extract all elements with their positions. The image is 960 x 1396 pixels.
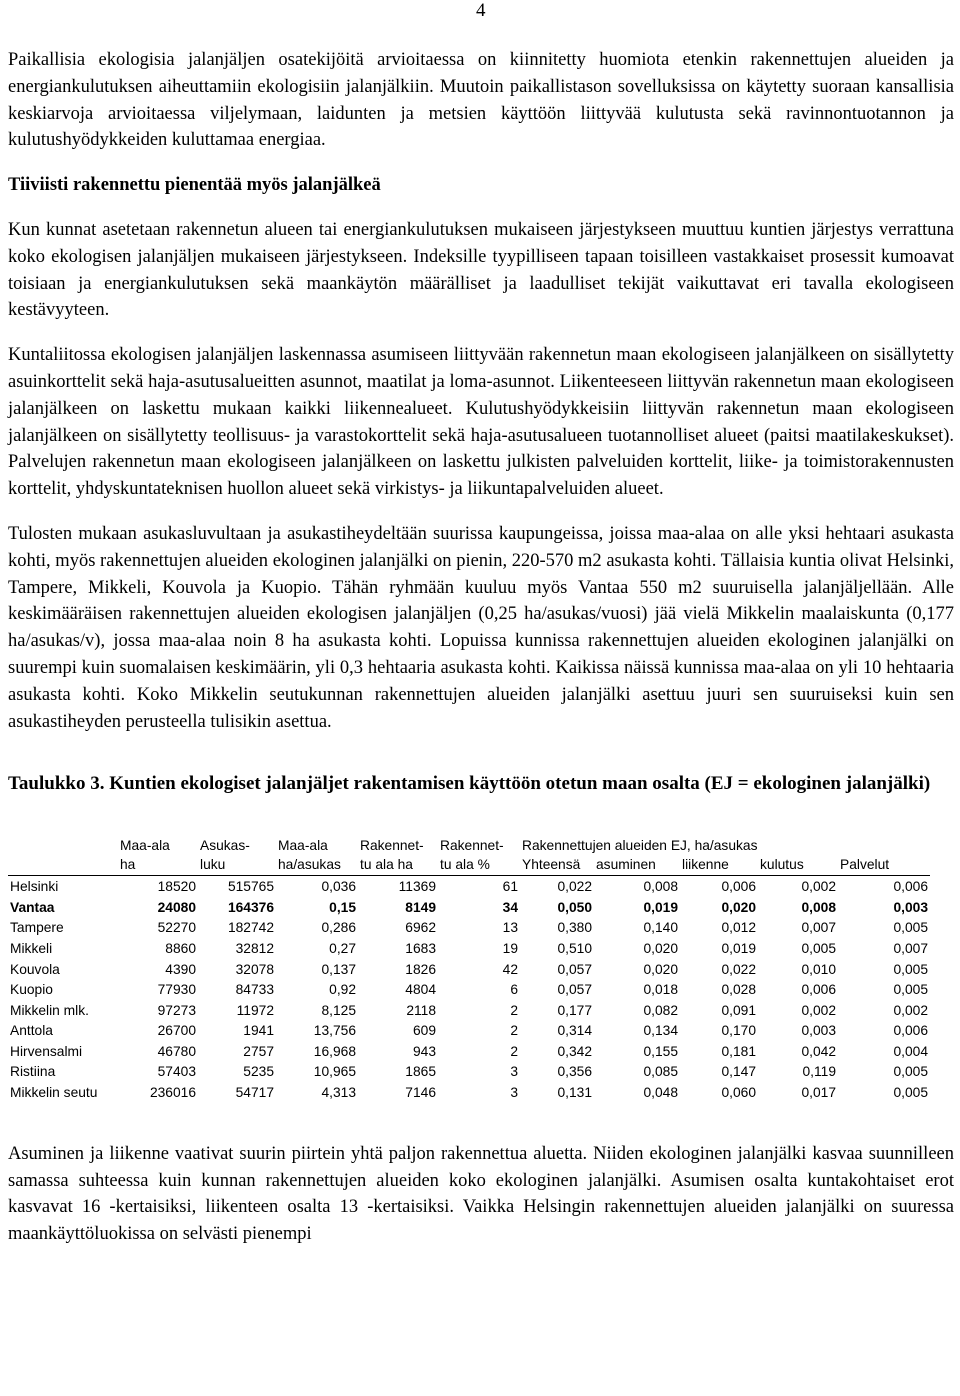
table-cell: 0,002 (801, 1002, 836, 1018)
column-header: Palvelut (838, 853, 930, 876)
row-label: Tampere (10, 920, 64, 936)
table-cell: 6 (510, 982, 518, 998)
table-cell: 0,005 (801, 940, 836, 956)
column-header: Yhteensä (520, 853, 594, 876)
paragraph-kuntaliitto: Kuntaliitossa ekologisen jalanjäljen laskennassa asumiseen liittyvään rakennetun maan ekologiseen jalanjälkeen on sisällytetty asuinkorttelit sekä haja-asutusalueitten asunnot, maatilat ja loma-asunnot. Liikenteeseen liittyvän rakennetun maan ekologiseen jalanjälkeen on laskettu mukaan kaikki liikennealueet. Kulutushyödykkeisiin liittyvän rakennetun maan ekologiseen jalanjälkeen on sisällytetty teollisuus- ja varastokorttelit sekä haja-asutusalueen tuotannolliset alueet (paitsi maatilakeskukset). Palvelujen rakennetun maan ekologiseen jalanjälkeen on laskettu julkisten palveluiden korttelit, liike- ja toimistorakennusten korttelit, yhdyskuntateknisen huollon alueet sekä virkistys- ja liikuntapalveluiden alueet. (8, 345, 954, 500)
table-cell: 0,019 (721, 940, 756, 956)
table-cell: 0,140 (643, 920, 678, 936)
table-cell: 0,005 (893, 1085, 929, 1101)
table-cell: 2 (510, 1023, 518, 1039)
column-header: Maa-ala (120, 838, 170, 854)
table-cell: 0,005 (893, 920, 929, 936)
table-cell: 7146 (405, 1085, 436, 1101)
table-cell: 0,006 (893, 1023, 929, 1039)
table-cell: 0,008 (643, 879, 678, 895)
row-label: Mikkelin mlk. (10, 1002, 89, 1018)
table-row (8, 938, 930, 959)
table-cell: 182742 (227, 920, 274, 936)
column-header: kulutus (758, 853, 838, 876)
table-cell: 2757 (243, 1043, 274, 1059)
table-row (8, 959, 930, 980)
table-cell: 1865 (405, 1064, 436, 1080)
table-cell: 0,92 (329, 982, 356, 998)
table-cell: 0,091 (721, 1002, 756, 1018)
document-body (8, 47, 954, 1248)
table-cell: 0,155 (643, 1043, 678, 1059)
table-cell: 2118 (406, 1002, 436, 1018)
table-cell: 0,131 (557, 1085, 592, 1101)
table-cell: 52270 (157, 920, 196, 936)
table-row (8, 897, 930, 918)
table-cell: 0,017 (801, 1085, 836, 1101)
table-cell: 164376 (227, 899, 274, 915)
column-header (8, 853, 118, 876)
column-header: Rakennettujen alueiden EJ, ha/asukas (522, 838, 758, 854)
table-cell: 8860 (165, 940, 196, 956)
column-header: ha (118, 853, 198, 876)
table-cell: 0,002 (801, 879, 836, 895)
table-cell: 0,356 (557, 1064, 592, 1080)
table-cell: 0,006 (801, 982, 836, 998)
table-cell: 0,048 (643, 1085, 678, 1101)
column-header: asuminen (594, 853, 680, 876)
table-cell: 0,008 (801, 899, 836, 915)
table-cell: 0,137 (321, 961, 356, 977)
table-cell: 1826 (405, 961, 436, 977)
table-cell: 1683 (405, 940, 436, 956)
table-row (8, 979, 930, 1000)
table-cell: 8149 (405, 899, 436, 915)
table-cell: 0,006 (893, 879, 929, 895)
table-cell: 0,057 (557, 961, 592, 977)
column-header (8, 831, 118, 853)
column-header: liikenne (680, 853, 758, 876)
table-cell: 46780 (157, 1043, 196, 1059)
table-cell: 0,020 (643, 940, 678, 956)
page-number: 4 (476, 0, 486, 21)
table-cell: 13,756 (313, 1023, 356, 1039)
table-cell: 0,007 (893, 940, 929, 956)
table-cell: 4,313 (321, 1085, 356, 1101)
table-row (8, 1000, 930, 1021)
table-cell: 0,018 (643, 982, 678, 998)
table-cell: 0,022 (721, 961, 756, 977)
table-cell: 0,020 (643, 961, 678, 977)
table-cell: 3 (510, 1064, 518, 1080)
table-cell: 0,005 (893, 961, 929, 977)
table-cell: 26700 (157, 1023, 196, 1039)
table-cell: 19 (502, 940, 518, 956)
table-cell: 77930 (157, 982, 196, 998)
table-cell: 0,057 (557, 982, 592, 998)
table-cell: 0,181 (721, 1043, 756, 1059)
table-cell: 0,177 (557, 1002, 592, 1018)
column-header: tu ala % (438, 853, 520, 876)
table-row (8, 1062, 930, 1083)
table-cell: 13 (502, 920, 518, 936)
table-cell: 0,002 (893, 1002, 929, 1018)
table-cell: 0,003 (801, 1023, 836, 1039)
table-cell: 236016 (149, 1085, 196, 1101)
table-row (8, 1041, 930, 1062)
table-caption: Taulukko 3. Kuntien ekologiset jalanjäljet rakentamisen käyttöön otetun maan osalta (EJ = ekologinen jalanjälki) (8, 773, 931, 795)
table-cell: 515765 (227, 879, 274, 895)
paragraph-results: Tulosten mukaan asukasluvultaan ja asukastiheydeltään suurissa kaupungeissa, joissa maa-alaa on alle yksi hehtaari asukasta kohti, myös rakennettujen alueiden ekologinen jalanjälki on pienin, 220-570 m2 asukasta kohti. Tällaisia kuntia olivat Helsinki, Tampere, Mikkeli, Kouvola ja Kuopio. Tähän ryhmään kuuluu myös Vantaa 550 m2 suuruisella jalanjäljellään. Alle keskimääräisen rakennettujen alueiden ekologisen jalanjäljen (0,25 ha/asukas/vuosi) jää vielä Mikkelin maalaiskunta (0,177 ha/asukas/v), jossa maa-alaa noin 8 ha asukasta kohti. Lopuissa kunnissa rakennettujen alueiden ekologinen jalanjälki on suurempi kuin suomalaisen keskimäärin, yli 0,3 hehtaaria asukasta kohti. Kaikissa näissä kunnissa maa-alaa on yli 10 hehtaaria asukasta kohti. Koko Mikkelin seutukunnan rakennettujen alueiden jalanjälki asettuu juuri sen suuruiseksi kuin sen asukastiheyden perusteella tulisikin asettua. (8, 523, 954, 732)
table-cell: 2 (510, 1002, 518, 1018)
table-cell: 84733 (235, 982, 274, 998)
table-cell: 0,15 (329, 899, 356, 915)
row-label: Mikkelin seutu (10, 1085, 98, 1101)
table-cell: 97273 (157, 1002, 196, 1018)
table-cell: 0,005 (893, 982, 929, 998)
table-cell: 34 (502, 899, 518, 915)
table-cell: 0,010 (801, 961, 836, 977)
table-cell: 6962 (405, 920, 436, 936)
data-table (8, 831, 930, 1103)
table-cell: 4390 (165, 961, 196, 977)
table-cell: 24080 (157, 899, 196, 915)
table-cell: 0,134 (643, 1023, 678, 1039)
table-cell: 0,004 (893, 1043, 929, 1059)
row-label: Vantaa (10, 899, 55, 915)
table-cell: 1941 (243, 1023, 274, 1039)
table-cell: 0,005 (893, 1064, 929, 1080)
table-cell: 0,27 (329, 940, 356, 956)
table-cell: 0,050 (557, 899, 592, 915)
table-cell: 8,125 (321, 1002, 356, 1018)
table-cell: 0,022 (557, 879, 592, 895)
row-label: Kouvola (10, 961, 60, 977)
header-row-1 (8, 831, 930, 853)
paragraph-housing-traffic: Asuminen ja liikenne vaativat suurin piirtein yhtä paljon rakennettua aluetta. Niiden ekologinen jalanjälki kasvaa suunnilleen samassa suhteessa kuin kunnan rakennettujen alueiden koko ekologinen jalanjälki. Asumisen osalta kuntakohtaiset erot kasvavat 16 -kertaisiksi, liikenteen osalta 13 -kertaisiksi. Vaikka Helsingin rakennettujen alueiden jalanjälki on suuressa maankäyttöluokissa on selvästi pienempi (8, 1143, 954, 1245)
row-label: Anttola (10, 1023, 53, 1039)
table-cell: 11369 (398, 879, 436, 895)
table-cell: 5235 (243, 1064, 274, 1080)
table-cell: 943 (412, 1043, 436, 1059)
table-cell: 0,314 (557, 1023, 592, 1039)
row-label: Ristiina (10, 1064, 56, 1080)
table-cell: 0,119 (802, 1064, 836, 1080)
table-cell: 57403 (157, 1064, 196, 1080)
table-cell: 2 (510, 1043, 518, 1059)
table-row (8, 918, 930, 939)
table-cell: 0,082 (643, 1002, 678, 1018)
table-cell: 11972 (236, 1002, 274, 1018)
table-cell: 32078 (235, 961, 274, 977)
row-label: Helsinki (10, 879, 59, 895)
table-cell: 0,012 (721, 920, 756, 936)
table-cell: 0,170 (721, 1023, 756, 1039)
table-cell: 32812 (235, 940, 274, 956)
table-cell: 42 (502, 961, 518, 977)
table-row (8, 876, 930, 897)
table-row (8, 1020, 930, 1041)
table-cell: 3 (510, 1085, 518, 1101)
column-header: Maa-ala (278, 838, 328, 854)
paragraph-intro: Paikallisia ekologisia jalanjäljen osatekijöitä arvioitaessa on kiinnitetty huomiota etenkin rakennettujen alueiden ja energiankulutuksen aiheuttamiin ekologisiin jalanjälkiin. Muutoin paikallistason sovelluksissa on käytetty suoraan kansallisia keskiarvoja arvioitaessa viljelymaan, laidunten ja metsien käyttöön liittyvää kulutusta sekä ravinnontuotannon ja kulutushyödykkeiden kuluttamaa energiaa. (8, 50, 954, 151)
row-label: Kuopio (10, 982, 53, 998)
table-cell: 10,965 (313, 1064, 356, 1080)
table-cell: 61 (502, 879, 518, 895)
table-cell: 0,510 (557, 940, 592, 956)
table-cell: 0,007 (801, 920, 836, 936)
table-cell: 0,042 (801, 1043, 836, 1059)
column-header: luku (198, 853, 276, 876)
table-cell: 0,006 (721, 879, 756, 895)
column-header: ha/asukas (276, 853, 358, 876)
table-cell: 0,003 (893, 899, 929, 915)
table-cell: 0,020 (721, 899, 756, 915)
table-cell: 0,147 (721, 1064, 756, 1080)
row-label: Hirvensalmi (10, 1043, 83, 1059)
header-row-2 (8, 853, 930, 876)
column-header: Rakennet- (360, 838, 424, 854)
table-row (8, 1082, 930, 1103)
table-cell: 0,019 (643, 899, 678, 915)
table-cell: 16,968 (313, 1043, 356, 1059)
table-cell: 18520 (157, 879, 196, 895)
table-cell: 0,085 (643, 1064, 678, 1080)
table-cell: 0,342 (557, 1043, 592, 1059)
table-cell: 0,028 (721, 982, 756, 998)
table-cell: 54717 (235, 1085, 274, 1101)
table-cell: 0,036 (321, 879, 356, 895)
table-cell: 0,380 (557, 920, 592, 936)
column-header: Asukas- (200, 838, 250, 854)
table-cell: 609 (412, 1023, 436, 1039)
table-cell: 0,286 (321, 920, 356, 936)
column-header: tu ala ha (358, 853, 438, 876)
row-label: Mikkeli (10, 940, 53, 956)
section-heading: Tiiviisti rakennettu pienentää myös jalanjälkeä (8, 175, 381, 196)
paragraph-order: Kun kunnat asetetaan rakennetun alueen tai energiankulutuksen mukaiseen järjestykseen muuttuu kuntien järjestys verrattuna koko ekologisen jalanjäljen mukaiseen järjestykseen. Indeksille tyypilliseen tapaan toisilleen vastakkaiset prosessit kumoavat toisiaan ja energiankulutuksen sekä maankäytön määrälliset ja laadulliset tekijät vaikuttavat eri tavalla ekologiseen kestävyyteen. (8, 219, 954, 321)
column-header: Rakennet- (440, 838, 504, 854)
table-cell: 0,060 (721, 1085, 756, 1101)
table-cell: 4804 (405, 982, 436, 998)
